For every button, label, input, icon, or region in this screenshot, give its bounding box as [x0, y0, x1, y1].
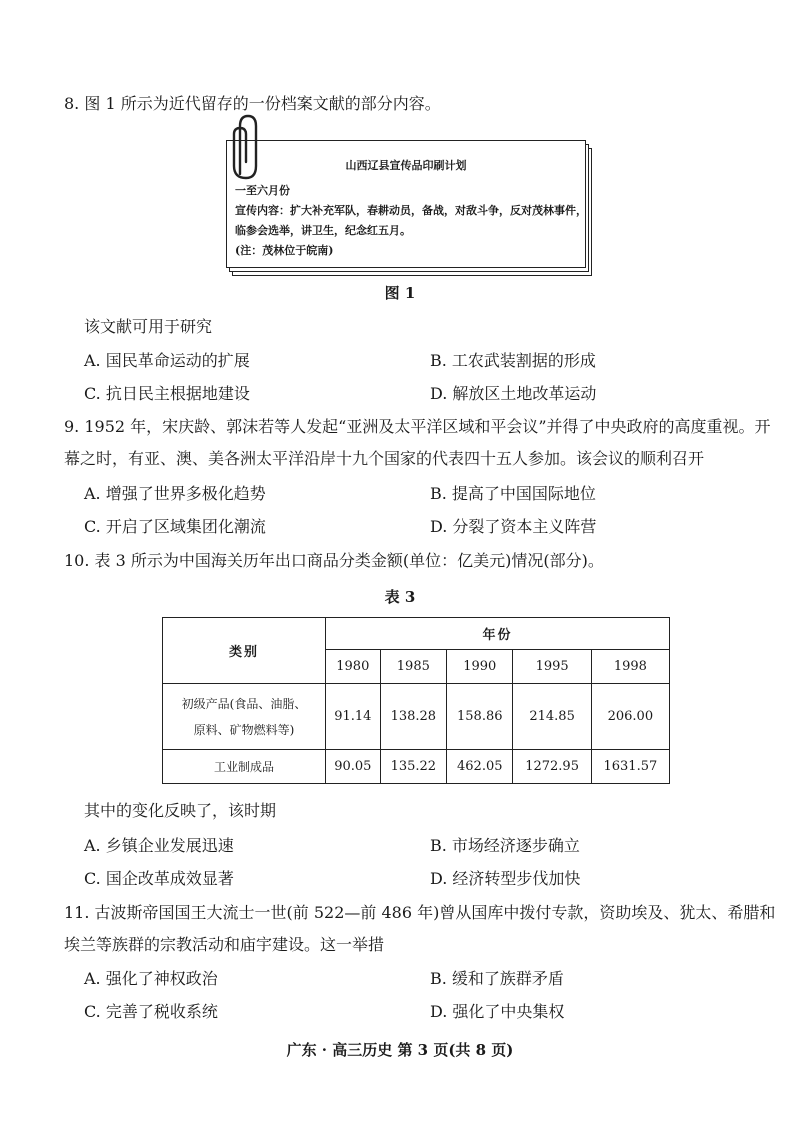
figure-caption: 图 1 [384, 284, 416, 302]
q8-option-b: B. 工农武装割据的形成 [430, 351, 596, 370]
q9-option-b: B. 提高了中国国际地位 [430, 484, 596, 503]
card-front [226, 140, 586, 268]
figure-line-4: (注：茂林位于皖南) [235, 244, 334, 257]
q9-option-c: C. 开启了区域集团化潮流 [84, 517, 266, 536]
q11-stem-line-1: 11. 古波斯帝国国王大流士一世(前 522—前 486 年)曾从国库中拨付专款，资助埃及、犹太、希腊和 [64, 903, 776, 922]
table-year-cell: 1985 [380, 650, 446, 684]
table-year-cell: 1995 [513, 650, 591, 684]
q10-option-a: A. 乡镇企业发展迅速 [84, 836, 234, 855]
q10-option-c: C. 国企改革成效显著 [84, 869, 234, 888]
row-label-line: 原料、矿物燃料等) [193, 722, 295, 737]
row-label-primary-products [163, 684, 326, 750]
paperclip-icon [226, 112, 266, 186]
table-cell: 206.00 [591, 684, 669, 750]
q8-option-a: A. 国民革命运动的扩展 [84, 351, 250, 370]
q9-option-d: D. 分裂了资本主义阵营 [430, 517, 597, 536]
table-title: 表 3 [384, 588, 416, 606]
figure-line-1: 一至六月份 [235, 184, 290, 197]
table-cell: 158.86 [447, 684, 513, 750]
table-year-cell: 1980 [326, 650, 381, 684]
table-cell: 90.05 [326, 750, 381, 784]
table-cell: 1631.57 [591, 750, 669, 784]
q11-option-c: C. 完善了税收系统 [84, 1002, 218, 1021]
page-footer: 广东 · 高三历史 第 3 页(共 8 页) [286, 1041, 514, 1059]
table-cell: 138.28 [380, 684, 446, 750]
table-year-cell: 1990 [447, 650, 513, 684]
table-row [163, 684, 670, 750]
figure-line-3: 临参会选举，讲卫生，纪念红五月。 [235, 224, 411, 237]
table-header-category: 类别 [163, 618, 326, 684]
row-label-manufactured-goods: 工业制成品 [163, 750, 326, 784]
q9-option-a: A. 增强了世界多极化趋势 [84, 484, 266, 503]
q11-stem-line-2: 埃兰等族群的宗教活动和庙宇建设。这一举措 [64, 935, 385, 954]
q11-option-a: A. 强化了神权政治 [84, 969, 218, 988]
q10-option-b: B. 市场经济逐步确立 [430, 836, 580, 855]
q10-question: 其中的变化反映了，该时期 [84, 801, 277, 820]
export-table [162, 617, 670, 784]
q9-stem-line-1: 9. 1952 年，宋庆龄、郭沫若等人发起“亚洲及太平洋区域和平会议”并得了中央政府的高度重视。开 [64, 417, 771, 436]
table-cell: 462.05 [447, 750, 513, 784]
table-header-year: 年份 [326, 618, 670, 650]
table-row [163, 750, 670, 784]
figure-line-2: 宣传内容：扩大补充军队，春耕动员，备战，对敌斗争，反对茂林事件， [235, 204, 587, 217]
figure-title: 山西辽县宣传品印刷计划 [345, 159, 467, 172]
table-cell: 91.14 [326, 684, 381, 750]
q11-option-b: B. 缓和了族群矛盾 [430, 969, 564, 988]
q11-option-d: D. 强化了中央集权 [430, 1002, 565, 1021]
q8-question: 该文献可用于研究 [84, 317, 213, 336]
q10-stem: 10. 表 3 所示为中国海关历年出口商品分类金额(单位：亿美元)情况(部分)。 [64, 551, 604, 570]
q10-option-d: D. 经济转型步伐加快 [430, 869, 581, 888]
table-year-cell: 1998 [591, 650, 669, 684]
archive-document-figure [226, 140, 598, 280]
q8-option-d: D. 解放区土地改革运动 [430, 384, 597, 403]
q9-stem-line-2: 幕之时，有亚、澳、美各洲太平洋沿岸十九个国家的代表四十五人参加。该会议的顺利召开 [64, 449, 705, 468]
row-label-line: 初级产品(食品、油脂、 [181, 696, 307, 711]
q8-option-c: C. 抗日民主根据地建设 [84, 384, 250, 403]
table-cell: 135.22 [380, 750, 446, 784]
table-cell: 1272.95 [513, 750, 591, 784]
q8-stem: 8. 图 1 所示为近代留存的一份档案文献的部分内容。 [64, 94, 441, 113]
table-cell: 214.85 [513, 684, 591, 750]
